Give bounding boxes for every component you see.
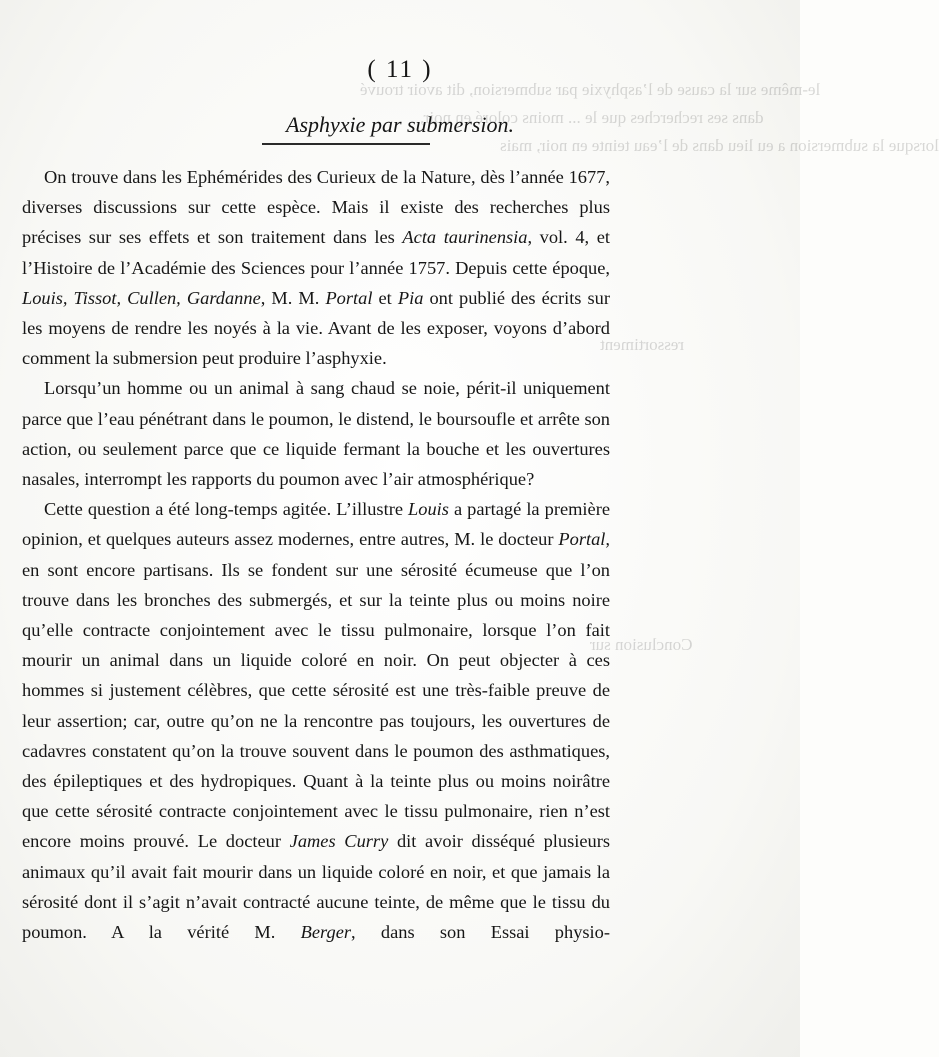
text-run: Cette question a été long-temps agitée. L’illustre <box>44 499 409 520</box>
text-run: , M. M. <box>260 287 326 308</box>
italic-run: James Curry <box>289 831 389 852</box>
italic-run: Berger <box>300 922 352 943</box>
paragraph <box>22 162 610 373</box>
text-run: dit avoir disséqué plusieurs animaux qu’il avait fait mourir dans un liquide coloré en noir, et que jamais la sérosité dont il s’agit n’avait contracté aucune teinte, de même que le tissu du poumon. A la vérité M. <box>22 831 610 943</box>
heading-underline <box>262 143 430 145</box>
text-run: et <box>372 287 398 308</box>
text-run: Lorsqu’un homme ou un animal à sang chaud se noie, périt-il uniquement parce que l’eau pénétrant dans le poumon, le distend, le boursoufle et arrête son action, ou seulement parce que ce liquide fermant la bouche et les ouvertures nasales, interrompt les rapports du poumon avec l’air atmosphérique? <box>22 378 610 490</box>
bleed-through-line: lorsque la submersion <box>789 136 939 155</box>
italic-run: Louis <box>408 499 449 520</box>
text-run: a partagé la première opinion, et quelques auteurs assez modernes, entre autres, M. le docteur <box>22 499 610 550</box>
text-run: , vol. 4, et l’Histoire de l’Académie des Sciences pour l’année 1757. Depuis cette époque, <box>22 227 610 278</box>
paragraph <box>22 494 610 947</box>
page-number: ( 11 ) <box>367 56 433 83</box>
italic-run: Louis, Tissot, Cullen, Gardanne <box>22 287 261 308</box>
italic-run: Pia <box>397 287 424 308</box>
paragraph <box>22 373 610 494</box>
italic-run: Portal <box>325 287 373 308</box>
text-run: ont publié des écrits sur les moyens de rendre les noyés à la vie. Avant de les exposer, voyons d’abord comment la submersion peut produire l’asphyxie. <box>22 287 610 369</box>
text-run: en sont encore partisans. Ils se fondent sur une sérosité écumeuse que l’on trouve dans les bronches des submergés, et sur la teinte plus ou moins noire qu’elle contracte conjointement avec le tissu pulmonaire, lorsque l’on fait mourir un animal dans un liquide coloré en noir. On peut objecter à ces hommes si justement célèbres, que cette sérosité est une très-faible preuve de leur assertion; car, outre qu’on ne la rencontre pas toujours, les ouvertures de cadavres constatent qu’on la trouve souvent dans le poumon des asthmatiques, des épileptiques et des hydropiques. Quant à la teinte plus ou moins noirâtre que cette sérosité contracte conjointement avec le tissu pulmonaire, rien n’est encore moins prouvé. Le docteur <box>22 559 610 852</box>
italic-run: Acta taurinensia <box>402 227 528 248</box>
text-run: On trouve dans les Ephémérides des Curieux de la Nature, dès l’année 1677, diverses discussions sur cette espèce. Mais il existe des recherches plus précises sur ses effets et son traitement dans les <box>22 167 610 248</box>
body-text <box>22 162 610 947</box>
section-heading: Asphyxie par submersion. <box>286 112 514 137</box>
text-run: , dans son Essai physio- <box>351 922 610 943</box>
italic-run: Portal, <box>558 529 610 550</box>
